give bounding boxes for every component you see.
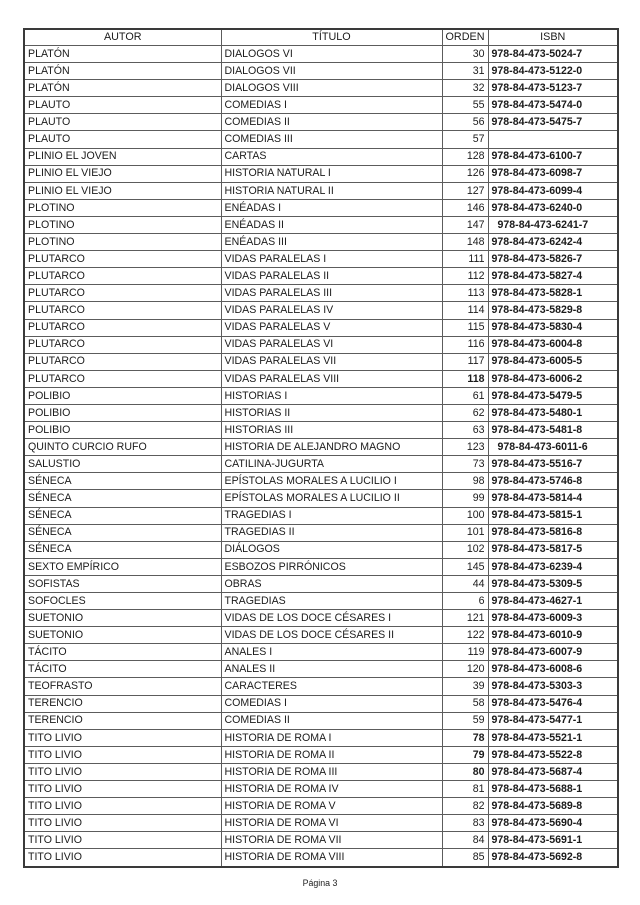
cell-isbn: 978-84-473-6007-9	[488, 644, 618, 661]
table-row	[24, 627, 618, 644]
cell-isbn: 978-84-473-5816-8	[488, 524, 618, 541]
cell-orden: 61	[442, 387, 488, 404]
cell-titulo: ENÉADAS I	[221, 199, 442, 216]
table-row	[24, 678, 618, 695]
cell-isbn: 978-84-473-5474-0	[488, 97, 618, 114]
table-row	[24, 63, 618, 80]
cell-titulo: VIDAS PARALELAS II	[221, 268, 442, 285]
table-row	[24, 285, 618, 302]
cell-titulo: HISTORIA DE ROMA VI	[221, 815, 442, 832]
cell-titulo: TRAGEDIAS I	[221, 507, 442, 524]
cell-orden: 99	[442, 490, 488, 507]
cell-orden: 58	[442, 695, 488, 712]
cell-titulo: HISTORIAS I	[221, 387, 442, 404]
cell-isbn	[488, 131, 618, 148]
cell-autor: POLIBIO	[24, 387, 221, 404]
cell-orden: 112	[442, 268, 488, 285]
cell-titulo: VIDAS PARALELAS VI	[221, 336, 442, 353]
cell-isbn: 978-84-473-6100-7	[488, 148, 618, 165]
cell-orden: 118	[442, 370, 488, 387]
cell-autor: TITO LIVIO	[24, 815, 221, 832]
cell-autor: TERENCIO	[24, 695, 221, 712]
cell-isbn: 978-84-473-6008-6	[488, 661, 618, 678]
cell-autor: SEXTO EMPÍRICO	[24, 558, 221, 575]
cell-isbn: 978-84-473-5827-4	[488, 268, 618, 285]
cell-orden: 39	[442, 678, 488, 695]
cell-titulo: CARACTERES	[221, 678, 442, 695]
table-row	[24, 165, 618, 182]
cell-autor: SOFOCLES	[24, 593, 221, 610]
table-row	[24, 268, 618, 285]
table-row	[24, 199, 618, 216]
cell-orden: 62	[442, 404, 488, 421]
cell-orden: 30	[442, 46, 488, 63]
cell-titulo: VIDAS PARALELAS IV	[221, 302, 442, 319]
cell-orden: 119	[442, 644, 488, 661]
table-row	[24, 798, 618, 815]
table-row	[24, 593, 618, 610]
cell-titulo: HISTORIA DE ROMA III	[221, 763, 442, 780]
cell-isbn: 978-84-473-6242-4	[488, 234, 618, 251]
cell-autor: PLINIO EL VIEJO	[24, 182, 221, 199]
cell-orden: 44	[442, 575, 488, 592]
cell-isbn: 978-84-473-5815-1	[488, 507, 618, 524]
cell-isbn: 978-84-473-5687-4	[488, 763, 618, 780]
cell-titulo: COMEDIAS II	[221, 712, 442, 729]
table-row	[24, 644, 618, 661]
cell-orden: 123	[442, 439, 488, 456]
cell-isbn: 978-84-473-5481-8	[488, 422, 618, 439]
cell-isbn: 978-84-473-5692-8	[488, 849, 618, 867]
cell-titulo: HISTORIA DE ALEJANDRO MAGNO	[221, 439, 442, 456]
table-row	[24, 661, 618, 678]
cell-orden: 80	[442, 763, 488, 780]
cell-isbn: 978-84-473-6004-8	[488, 336, 618, 353]
cell-titulo: HISTORIA NATURAL I	[221, 165, 442, 182]
cell-titulo: COMEDIAS III	[221, 131, 442, 148]
cell-autor: TITO LIVIO	[24, 781, 221, 798]
cell-autor: TÁCITO	[24, 661, 221, 678]
table-row	[24, 815, 618, 832]
table-row	[24, 746, 618, 763]
cell-isbn: 978-84-473-5477-1	[488, 712, 618, 729]
cell-orden: 100	[442, 507, 488, 524]
cell-isbn: 978-84-473-5691-1	[488, 832, 618, 849]
cell-autor: SALUSTIO	[24, 456, 221, 473]
cell-titulo: DIALOGOS VIII	[221, 80, 442, 97]
cell-orden: 31	[442, 63, 488, 80]
cell-orden: 113	[442, 285, 488, 302]
cell-isbn: 978-84-473-6005-5	[488, 353, 618, 370]
cell-autor: PLAUTO	[24, 114, 221, 131]
table-row	[24, 353, 618, 370]
cell-orden: 32	[442, 80, 488, 97]
cell-autor: PLINIO EL VIEJO	[24, 165, 221, 182]
cell-titulo: ENÉADAS III	[221, 234, 442, 251]
table-row	[24, 182, 618, 199]
cell-titulo: HISTORIA NATURAL II	[221, 182, 442, 199]
cell-orden: 148	[442, 234, 488, 251]
cell-titulo: VIDAS PARALELAS VIII	[221, 370, 442, 387]
cell-orden: 79	[442, 746, 488, 763]
cell-autor: SOFISTAS	[24, 575, 221, 592]
table-row	[24, 319, 618, 336]
table-row	[24, 832, 618, 849]
cell-autor: SUETONIO	[24, 627, 221, 644]
cell-titulo: ANALES I	[221, 644, 442, 661]
cell-autor: PLUTARCO	[24, 302, 221, 319]
cell-isbn: 978-84-473-5475-7	[488, 114, 618, 131]
cell-titulo: VIDAS DE LOS DOCE CÉSARES I	[221, 610, 442, 627]
cell-titulo: ENÉADAS II	[221, 216, 442, 233]
books-table-body	[24, 46, 618, 867]
cell-orden: 98	[442, 473, 488, 490]
cell-titulo: VIDAS PARALELAS III	[221, 285, 442, 302]
cell-isbn: 978-84-473-5303-3	[488, 678, 618, 695]
header-row	[24, 29, 618, 46]
cell-autor: TITO LIVIO	[24, 832, 221, 849]
cell-orden: 146	[442, 199, 488, 216]
table-row	[24, 695, 618, 712]
cell-orden: 128	[442, 148, 488, 165]
table-row	[24, 336, 618, 353]
cell-autor: PLATÓN	[24, 46, 221, 63]
cell-isbn: 978-84-473-5826-7	[488, 251, 618, 268]
table-row	[24, 712, 618, 729]
table-row	[24, 251, 618, 268]
cell-orden: 81	[442, 781, 488, 798]
cell-isbn: 978-84-473-5828-1	[488, 285, 618, 302]
cell-isbn: 978-84-473-5690-4	[488, 815, 618, 832]
cell-orden: 116	[442, 336, 488, 353]
cell-titulo: TRAGEDIAS II	[221, 524, 442, 541]
cell-autor: PLATÓN	[24, 63, 221, 80]
cell-autor: TITO LIVIO	[24, 798, 221, 815]
cell-titulo: COMEDIAS II	[221, 114, 442, 131]
cell-isbn: 978-84-473-4627-1	[488, 593, 618, 610]
table-row	[24, 148, 618, 165]
cell-autor: TÁCITO	[24, 644, 221, 661]
cell-isbn: 978-84-473-6098-7	[488, 165, 618, 182]
cell-titulo: VIDAS DE LOS DOCE CÉSARES II	[221, 627, 442, 644]
cell-autor: PLAUTO	[24, 97, 221, 114]
cell-isbn: 978-84-473-6009-3	[488, 610, 618, 627]
table-row	[24, 387, 618, 404]
cell-orden: 127	[442, 182, 488, 199]
cell-titulo: DIÁLOGOS	[221, 541, 442, 558]
cell-titulo: ANALES II	[221, 661, 442, 678]
cell-autor: TITO LIVIO	[24, 849, 221, 867]
cell-isbn: 978-84-473-6010-9	[488, 627, 618, 644]
cell-titulo: DIALOGOS VII	[221, 63, 442, 80]
column-header-autor: AUTOR	[24, 29, 221, 46]
cell-titulo: CATILINA-JUGURTA	[221, 456, 442, 473]
cell-titulo: VIDAS PARALELAS V	[221, 319, 442, 336]
table-row	[24, 729, 618, 746]
cell-isbn: 978-84-473-6239-4	[488, 558, 618, 575]
cell-orden: 115	[442, 319, 488, 336]
table-row	[24, 456, 618, 473]
cell-autor: PLUTARCO	[24, 251, 221, 268]
column-header-isbn: ISBN	[488, 29, 618, 46]
cell-titulo: VIDAS PARALELAS VII	[221, 353, 442, 370]
table-row	[24, 541, 618, 558]
cell-autor: SUETONIO	[24, 610, 221, 627]
cell-titulo: HISTORIA DE ROMA VIII	[221, 849, 442, 867]
table-row	[24, 473, 618, 490]
cell-titulo: HISTORIA DE ROMA VII	[221, 832, 442, 849]
cell-orden: 63	[442, 422, 488, 439]
page-number: Página 3	[302, 878, 338, 888]
cell-autor: PLOTINO	[24, 199, 221, 216]
cell-autor: TERENCIO	[24, 712, 221, 729]
cell-autor: PLINIO EL JOVEN	[24, 148, 221, 165]
cell-isbn: 978-84-473-5522-8	[488, 746, 618, 763]
cell-autor: PLOTINO	[24, 234, 221, 251]
cell-isbn: 978-84-473-6011-6	[488, 439, 618, 456]
cell-autor: SÉNECA	[24, 507, 221, 524]
cell-autor: TEOFRASTO	[24, 678, 221, 695]
cell-orden: 59	[442, 712, 488, 729]
table-row	[24, 524, 618, 541]
column-header-orden: ORDEN	[442, 29, 488, 46]
cell-titulo: CARTAS	[221, 148, 442, 165]
cell-orden: 56	[442, 114, 488, 131]
cell-isbn: 978-84-473-5024-7	[488, 46, 618, 63]
cell-orden: 145	[442, 558, 488, 575]
table-row	[24, 370, 618, 387]
table-row	[24, 404, 618, 421]
cell-autor: PLOTINO	[24, 216, 221, 233]
table-row	[24, 97, 618, 114]
cell-titulo: HISTORIA DE ROMA I	[221, 729, 442, 746]
cell-autor: PLUTARCO	[24, 268, 221, 285]
cell-orden: 121	[442, 610, 488, 627]
cell-isbn: 978-84-473-5829-8	[488, 302, 618, 319]
cell-autor: SÉNECA	[24, 490, 221, 507]
cell-orden: 122	[442, 627, 488, 644]
cell-autor: PLATÓN	[24, 80, 221, 97]
table-row	[24, 131, 618, 148]
cell-autor: POLIBIO	[24, 422, 221, 439]
cell-orden: 6	[442, 593, 488, 610]
cell-autor: TITO LIVIO	[24, 746, 221, 763]
cell-orden: 55	[442, 97, 488, 114]
cell-autor: PLUTARCO	[24, 370, 221, 387]
cell-isbn: 978-84-473-5814-4	[488, 490, 618, 507]
table-row	[24, 439, 618, 456]
cell-orden: 57	[442, 131, 488, 148]
cell-isbn: 978-84-473-5479-5	[488, 387, 618, 404]
cell-titulo: COMEDIAS I	[221, 97, 442, 114]
cell-titulo: HISTORIAS III	[221, 422, 442, 439]
cell-isbn: 978-84-473-5830-4	[488, 319, 618, 336]
cell-isbn: 978-84-473-5521-1	[488, 729, 618, 746]
cell-orden: 102	[442, 541, 488, 558]
cell-titulo: VIDAS PARALELAS I	[221, 251, 442, 268]
cell-autor: SÉNECA	[24, 524, 221, 541]
cell-orden: 101	[442, 524, 488, 541]
cell-orden: 126	[442, 165, 488, 182]
cell-isbn: 978-84-473-6099-4	[488, 182, 618, 199]
cell-autor: SÉNECA	[24, 541, 221, 558]
table-row	[24, 234, 618, 251]
cell-orden: 120	[442, 661, 488, 678]
table-row	[24, 216, 618, 233]
table-row	[24, 575, 618, 592]
cell-orden: 85	[442, 849, 488, 867]
cell-isbn: 978-84-473-5123-7	[488, 80, 618, 97]
cell-isbn: 978-84-473-5516-7	[488, 456, 618, 473]
table-row	[24, 849, 618, 867]
cell-isbn: 978-84-473-6006-2	[488, 370, 618, 387]
cell-orden: 78	[442, 729, 488, 746]
cell-isbn: 978-84-473-5480-1	[488, 404, 618, 421]
cell-orden: 117	[442, 353, 488, 370]
table-row	[24, 558, 618, 575]
cell-isbn: 978-84-473-5122-0	[488, 63, 618, 80]
column-header-titulo: TÍTULO	[221, 29, 442, 46]
cell-isbn: 978-84-473-5476-4	[488, 695, 618, 712]
cell-autor: PLUTARCO	[24, 353, 221, 370]
cell-orden: 147	[442, 216, 488, 233]
cell-orden: 114	[442, 302, 488, 319]
cell-titulo: ESBOZOS PIRRÓNICOS	[221, 558, 442, 575]
cell-orden: 83	[442, 815, 488, 832]
table-row	[24, 46, 618, 63]
cell-titulo: COMEDIAS I	[221, 695, 442, 712]
cell-titulo: HISTORIAS II	[221, 404, 442, 421]
table-row	[24, 763, 618, 780]
table-row	[24, 422, 618, 439]
cell-autor: POLIBIO	[24, 404, 221, 421]
cell-orden: 84	[442, 832, 488, 849]
cell-orden: 111	[442, 251, 488, 268]
cell-titulo: HISTORIA DE ROMA IV	[221, 781, 442, 798]
cell-isbn: 978-84-473-6240-0	[488, 199, 618, 216]
table-row	[24, 80, 618, 97]
cell-titulo: OBRAS	[221, 575, 442, 592]
cell-isbn: 978-84-473-5688-1	[488, 781, 618, 798]
cell-isbn: 978-84-473-5817-5	[488, 541, 618, 558]
cell-autor: PLUTARCO	[24, 336, 221, 353]
cell-autor: QUINTO CURCIO RUFO	[24, 439, 221, 456]
cell-autor: TITO LIVIO	[24, 729, 221, 746]
cell-titulo: HISTORIA DE ROMA II	[221, 746, 442, 763]
cell-orden: 82	[442, 798, 488, 815]
books-table	[23, 28, 619, 868]
cell-isbn: 978-84-473-6241-7	[488, 216, 618, 233]
cell-isbn: 978-84-473-5746-8	[488, 473, 618, 490]
cell-autor: PLUTARCO	[24, 285, 221, 302]
table-row	[24, 610, 618, 627]
cell-titulo: TRAGEDIAS	[221, 593, 442, 610]
table-row	[24, 490, 618, 507]
cell-titulo: EPÍSTOLAS MORALES A LUCILIO II	[221, 490, 442, 507]
cell-orden: 73	[442, 456, 488, 473]
cell-titulo: HISTORIA DE ROMA V	[221, 798, 442, 815]
cell-autor: SÉNECA	[24, 473, 221, 490]
cell-autor: PLUTARCO	[24, 319, 221, 336]
cell-titulo: EPÍSTOLAS MORALES A LUCILIO I	[221, 473, 442, 490]
cell-autor: TITO LIVIO	[24, 763, 221, 780]
table-row	[24, 781, 618, 798]
table-row	[24, 507, 618, 524]
table-row	[24, 114, 618, 131]
cell-isbn: 978-84-473-5689-8	[488, 798, 618, 815]
cell-titulo: DIALOGOS VI	[221, 46, 442, 63]
table-header	[24, 29, 618, 46]
cell-autor: PLAUTO	[24, 131, 221, 148]
cell-isbn: 978-84-473-5309-5	[488, 575, 618, 592]
table-row	[24, 302, 618, 319]
